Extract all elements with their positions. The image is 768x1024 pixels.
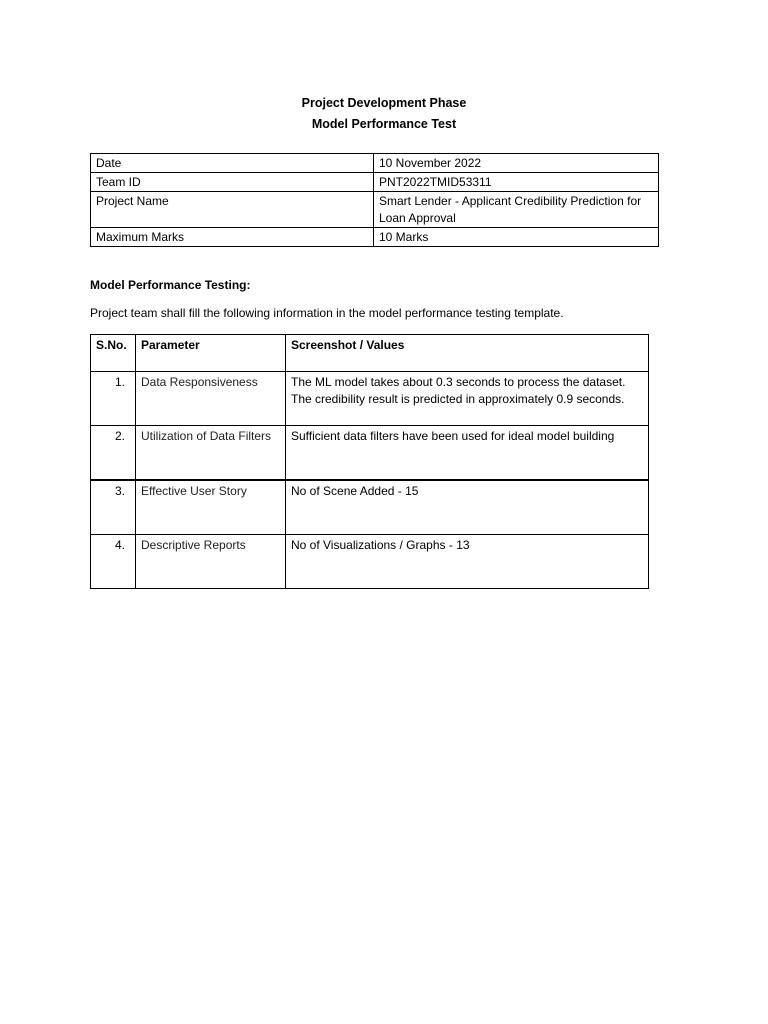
column-header: Parameter xyxy=(136,335,286,372)
table-row xyxy=(91,372,649,426)
info-value: Smart Lender - Applicant Credibility Prediction for Loan Approval xyxy=(374,192,659,228)
info-label: Date xyxy=(91,154,374,173)
info-label: Project Name xyxy=(91,192,374,228)
row-parameter: Descriptive Reports xyxy=(136,535,286,589)
performance-table xyxy=(90,334,649,589)
table-row xyxy=(91,535,649,589)
info-value: 10 Marks xyxy=(374,228,659,247)
row-value: No of Scene Added - 15 xyxy=(286,480,649,535)
info-label: Team ID xyxy=(91,173,374,192)
project-info-table xyxy=(90,153,659,247)
section-heading: Model Performance Testing: xyxy=(90,278,251,292)
info-value: PNT2022TMID53311 xyxy=(374,173,659,192)
row-parameter: Data Responsiveness xyxy=(136,372,286,426)
table-row xyxy=(91,480,649,535)
row-parameter: Utilization of Data Filters xyxy=(136,426,286,481)
row-number: 3. xyxy=(91,480,136,535)
row-number: 1. xyxy=(91,372,136,426)
row-value: Sufficient data filters have been used for ideal model building xyxy=(286,426,649,481)
document-title: Project Development Phase xyxy=(301,96,467,110)
row-parameter: Effective User Story xyxy=(136,480,286,535)
document-subtitle: Model Performance Test xyxy=(311,117,457,131)
intro-text: Project team shall fill the following information in the model performance testing template. xyxy=(90,306,564,320)
table-header-row xyxy=(91,335,649,372)
row-value: No of Visualizations / Graphs - 13 xyxy=(286,535,649,589)
info-label: Maximum Marks xyxy=(91,228,374,247)
table-row xyxy=(91,426,649,481)
info-value: 10 November 2022 xyxy=(374,154,659,173)
table-row xyxy=(91,192,659,228)
column-header: S.No. xyxy=(91,335,136,372)
table-row xyxy=(91,228,659,247)
table-row xyxy=(91,154,659,173)
table-row xyxy=(91,173,659,192)
row-number: 4. xyxy=(91,535,136,589)
row-number: 2. xyxy=(91,426,136,481)
column-header: Screenshot / Values xyxy=(286,335,649,372)
row-value: The ML model takes about 0.3 seconds to process the dataset. The credibility result is predicted in approximately 0.9 seconds. xyxy=(286,372,649,426)
